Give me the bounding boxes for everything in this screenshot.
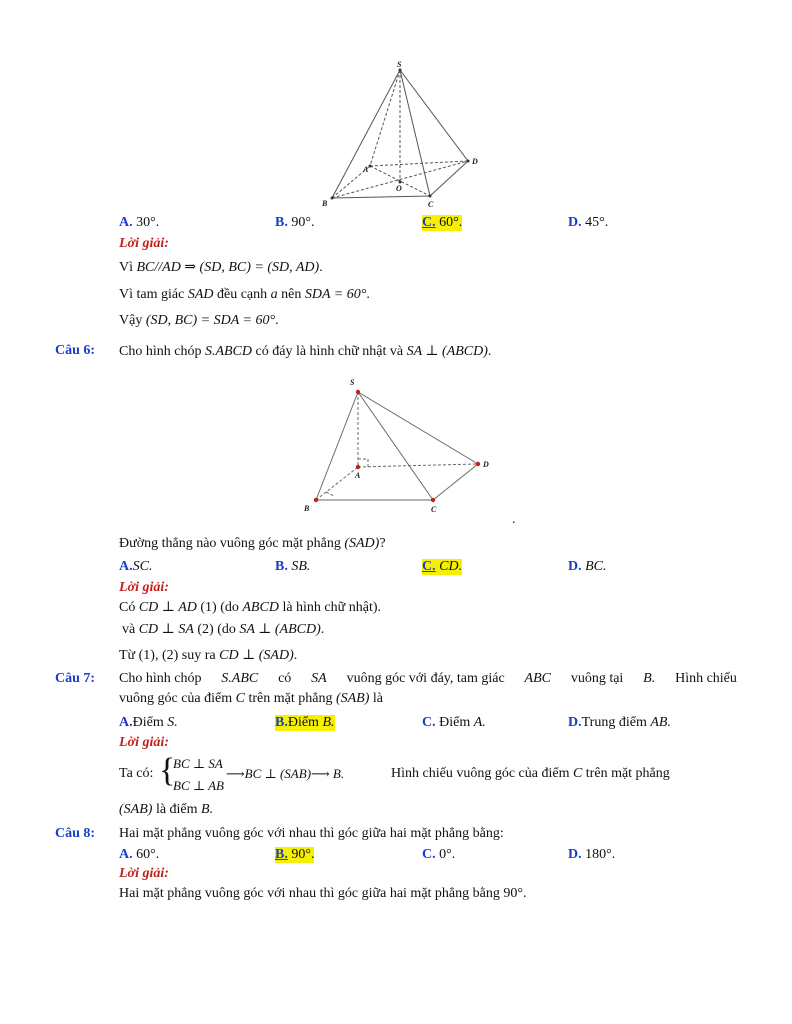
figure-trailing-dot: . [512,512,516,527]
q8-option-b[interactable] [275,847,314,863]
fig1-label-a: A [363,165,369,174]
q7-number: Câu 7: [55,671,96,686]
option-letter: A. [119,559,133,574]
text: ? [379,536,386,551]
math: BC ⊥ (SAB) [244,766,312,781]
text: vuông tại [570,671,624,686]
q5-solution-label: Lời giải: [119,236,169,251]
pyramid-figure-1 [300,58,500,208]
option-letter: B. [275,215,288,230]
text: trên mặt phẳng [248,691,333,706]
text: đều cạnh [216,287,268,302]
text: . [293,648,298,663]
math: BC//AD ⇒ (SD, BC) = (SD, AD) [136,260,320,275]
arrow: ⟶ [311,766,330,781]
math: SAD [187,287,214,302]
option-math: AB. [650,715,671,730]
text: Hình chiếu vuông góc của điểm [391,766,570,781]
q6-solution-line-1 [119,599,381,616]
q8-stem: Hai mặt phẳng vuông góc với nhau thì góc giữa hai mặt phẳng bằng: [119,826,504,841]
q8-number: Câu 8: [55,826,96,841]
q7-option-c[interactable] [422,715,486,731]
q7-solution-line-2 [119,802,213,818]
text: là điểm [155,802,198,817]
math: 90° [503,886,523,901]
text: Từ (1), (2) suy ra [119,648,216,663]
q7-system-line-2: BC ⊥ AB [173,778,224,793]
q6-solution-label: Lời giải: [119,580,169,595]
fig2-label-b: B [304,504,310,513]
fig2-label-a: A [355,471,361,480]
q8-option-c[interactable] [422,847,455,863]
q7-system-line-1: BC ⊥ SA [173,756,223,771]
text: . [319,260,323,275]
math: (SD, BC) = SDA = 60° [145,313,276,328]
math: B. [332,766,345,781]
option-text: 90°. [291,215,315,230]
q6-number: Câu 6: [55,343,96,358]
q5-option-d[interactable] [568,215,608,231]
fig1-label-b: B [322,199,328,208]
option-text: 30°. [136,215,160,230]
math: S.ABC [221,671,259,686]
option-text: Điểm [287,715,319,730]
option-letter: B. [275,559,288,574]
option-math: B. [322,715,335,730]
text: Vì [119,260,133,275]
text: và [122,622,136,637]
math: SA ⊥ (ABCD) [406,344,488,359]
option-letter: A. [119,715,133,730]
option-letter: D. [568,559,582,574]
text: có đáy là hình chữ nhật và [255,344,404,359]
option-text: Điểm [439,715,471,730]
math: C [572,766,583,781]
option-text: 0°. [439,847,456,862]
q7-solution-text [391,766,670,782]
option-text: 90°. [291,847,315,862]
math: B. [201,802,214,817]
math: ABCD [242,600,279,615]
option-letter: D. [568,215,582,230]
option-letter: D. [568,847,582,862]
q7-option-b[interactable] [275,715,335,731]
q5-solution-line-1 [119,259,323,276]
text: nên [281,287,302,302]
math: CD ⊥ AD [138,600,197,615]
text: . [487,344,492,359]
q5-solution-line-2 [119,287,370,303]
option-letter: C. [422,715,436,730]
option-text: BC. [585,559,607,574]
text: Cho hình chóp [119,344,202,359]
option-letter: C. [422,559,436,574]
text: (1) (do [200,600,239,615]
fig1-label-d: D [472,157,478,166]
option-letter: D. [568,715,582,730]
option-text: 60°. [439,215,463,230]
text: Có [119,600,136,615]
q6-option-b[interactable] [275,559,310,575]
text: Vì tam giác [119,287,185,302]
fig1-label-s: S [397,60,402,69]
option-letter: A. [119,215,133,230]
text: . [522,886,527,901]
math: ABC [524,671,551,686]
q7-solution-chain [226,766,344,782]
math: B. [643,671,656,686]
option-text: Điểm [132,715,164,730]
pyramid-figure-2 [300,372,500,517]
fig1-label-o: O [396,184,402,193]
math: CD ⊥ (SAD) [219,648,294,663]
text: có [278,671,292,686]
option-letter: C. [422,847,436,862]
text: vuông góc với đáy, tam giác [346,671,505,686]
option-text: Trung điểm [581,715,647,730]
math: (SAD) [344,536,380,551]
text: . [366,287,370,302]
text: Cho hình chóp [119,671,202,686]
option-text: 60°. [136,847,160,862]
text: trên mặt phẳng [585,766,670,781]
text: Đường thẳng nào vuông góc mặt phẳng [119,536,341,551]
option-letter: B. [275,847,288,862]
q6-option-d[interactable] [568,559,607,575]
q7-stem-line-1 [119,671,737,687]
option-text: SC. [132,559,153,574]
q5-option-b[interactable] [275,215,314,231]
option-math: S. [167,715,178,730]
q5-solution-line-3 [119,313,279,329]
text: . [275,313,279,328]
fig1-label-c: C [428,200,434,208]
q8-option-d[interactable] [568,847,615,863]
math: (SAB) [335,691,370,706]
text: Hình chiếu [675,671,737,686]
math: C [235,691,245,706]
q7-system-brace: { [159,752,176,789]
math: SA ⊥ (ABCD) [239,622,321,637]
math: SA [311,671,327,686]
text: vuông góc của điểm [119,691,233,706]
q6-question [119,536,386,552]
q7-stem-line-2 [119,691,383,707]
math: SDA = 60° [304,287,367,302]
q6-stem [119,343,491,360]
q7-solution-pre: Ta có: [119,766,154,781]
text: là [372,691,384,706]
fig2-label-d: D [483,460,489,469]
q8-solution-label: Lời giải: [119,866,169,881]
option-text: 180°. [585,847,616,862]
option-letter: C. [422,215,436,230]
q8-option-a[interactable] [119,847,159,863]
option-letter: A. [119,847,133,862]
text: Hai mặt phẳng vuông góc với nhau thì góc giữa hai mặt phẳng bằng [119,886,500,901]
q6-option-c[interactable] [422,559,462,575]
fig2-label-c: C [431,505,437,514]
q7-option-d[interactable] [568,715,671,731]
option-text: SB. [291,559,311,574]
q7-solution-label: Lời giải: [119,735,169,750]
q5-option-a[interactable] [119,215,159,231]
text: . [320,622,325,637]
text: là hình chữ nhật). [282,600,381,615]
q6-solution-line-2 [122,621,324,638]
arrow: ⟶ [226,766,245,781]
text: (2) (do [197,622,236,637]
text: Vậy [119,313,143,328]
math: (SAB) [119,802,153,817]
q8-solution-text [119,886,526,902]
option-text: 45°. [585,215,609,230]
q7-option-a[interactable] [119,715,178,731]
fig2-label-s: S [350,378,355,387]
option-text: CD. [439,559,463,574]
math: S.ABCD [204,344,253,359]
option-math: A. [473,715,486,730]
q6-option-a[interactable] [119,559,152,575]
q5-option-c[interactable] [422,215,462,231]
math: CD ⊥ SA [138,622,194,637]
option-letter: B. [275,715,288,730]
q6-solution-line-3 [119,647,297,664]
math: a [270,287,278,302]
